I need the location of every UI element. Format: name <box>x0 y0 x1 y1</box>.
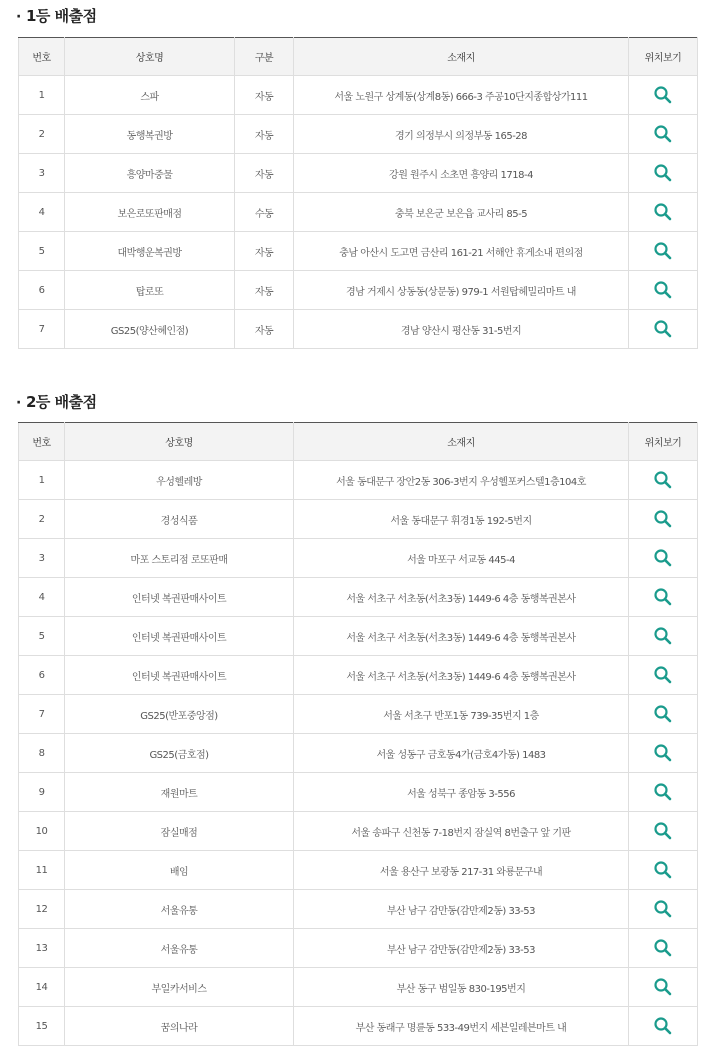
second-prize-table <box>18 422 698 1046</box>
store-name: 우성헬레방 <box>65 461 294 500</box>
view-location-cell <box>629 734 698 773</box>
search-magnifier-icon[interactable] <box>653 319 673 339</box>
store-name: 부일카서비스 <box>65 968 294 1007</box>
view-location-cell <box>629 154 698 193</box>
table-row <box>19 695 698 734</box>
search-magnifier-icon[interactable] <box>653 665 673 685</box>
store-address: 경남 거제시 상동동(상문동) 979-1 서원탑헤밀리마트 내 <box>294 271 629 310</box>
store-address: 서울 성북구 종암동 3-556 <box>294 773 629 812</box>
column-header-address: 소재지 <box>294 423 629 461</box>
search-magnifier-icon[interactable] <box>653 899 673 919</box>
row-number: 5 <box>19 232 65 271</box>
table-row <box>19 271 698 310</box>
column-header-type: 구분 <box>235 38 294 76</box>
column-header-view-location: 위치보기 <box>629 38 698 76</box>
search-magnifier-icon[interactable] <box>653 704 673 724</box>
store-address: 서울 노원구 상계동(상계8동) 666-3 주공10단지종합상가111 <box>294 76 629 115</box>
purchase-type: 자동 <box>235 76 294 115</box>
store-name: 마포 스토리점 로또판매 <box>65 539 294 578</box>
column-header-address: 소재지 <box>294 38 629 76</box>
table-row <box>19 773 698 812</box>
view-location-cell <box>629 271 698 310</box>
store-address: 부산 동구 범일동 830-195번지 <box>294 968 629 1007</box>
store-name: 동행복권방 <box>65 115 235 154</box>
search-magnifier-icon[interactable] <box>653 124 673 144</box>
second-prize-title: 2등 배출점 <box>26 393 97 411</box>
table-row <box>19 461 698 500</box>
view-location-cell <box>629 1007 698 1046</box>
view-location-cell <box>629 890 698 929</box>
row-number: 7 <box>19 310 65 349</box>
view-location-cell <box>629 851 698 890</box>
store-name: 경성식품 <box>65 500 294 539</box>
purchase-type: 자동 <box>235 232 294 271</box>
view-location-cell <box>629 310 698 349</box>
column-header-number: 번호 <box>19 423 65 461</box>
table-row <box>19 617 698 656</box>
search-magnifier-icon[interactable] <box>653 509 673 529</box>
store-address: 서울 용산구 보광동 217-31 와룡문구내 <box>294 851 629 890</box>
table-row <box>19 193 698 232</box>
store-name: 스파 <box>65 76 235 115</box>
table-row <box>19 851 698 890</box>
purchase-type: 자동 <box>235 115 294 154</box>
search-magnifier-icon[interactable] <box>653 821 673 841</box>
table-row <box>19 734 698 773</box>
store-address: 경기 의정부시 의정부동 165-28 <box>294 115 629 154</box>
search-magnifier-icon[interactable] <box>653 202 673 222</box>
store-address: 서울 송파구 신천동 7-18번지 잠실역 8번출구 앞 기판 <box>294 812 629 851</box>
table-row <box>19 812 698 851</box>
view-location-cell <box>629 773 698 812</box>
store-address: 서울 서초구 서초동(서초3동) 1449-6 4층 동행복권본사 <box>294 578 629 617</box>
table-row <box>19 968 698 1007</box>
table-row <box>19 578 698 617</box>
row-number: 1 <box>19 461 65 500</box>
store-name: 보은로또판매점 <box>65 193 235 232</box>
row-number: 6 <box>19 656 65 695</box>
purchase-type: 수동 <box>235 193 294 232</box>
view-location-cell <box>629 812 698 851</box>
store-address: 서울 동대문구 휘경1동 192-5번지 <box>294 500 629 539</box>
store-name: 배임 <box>65 851 294 890</box>
search-magnifier-icon[interactable] <box>653 163 673 183</box>
store-name: 인터넷 복권판매사이트 <box>65 617 294 656</box>
row-number: 4 <box>19 578 65 617</box>
store-address: 서울 마포구 서교동 445-4 <box>294 539 629 578</box>
column-header-store-name: 상호명 <box>65 423 294 461</box>
view-location-cell <box>629 617 698 656</box>
second-prize-header-row <box>19 423 698 461</box>
table-row <box>19 232 698 271</box>
first-prize-section-title <box>16 1 97 31</box>
table-row <box>19 1007 698 1046</box>
view-location-cell <box>629 500 698 539</box>
table-row <box>19 656 698 695</box>
row-number: 1 <box>19 76 65 115</box>
store-address: 경남 양산시 평산동 31-5번지 <box>294 310 629 349</box>
search-magnifier-icon[interactable] <box>653 280 673 300</box>
first-prize-table <box>18 37 698 349</box>
store-address: 부산 동래구 명륜동 533-49번지 세븐일레븐마트 내 <box>294 1007 629 1046</box>
view-location-cell <box>629 76 698 115</box>
row-number: 3 <box>19 154 65 193</box>
search-magnifier-icon[interactable] <box>653 470 673 490</box>
row-number: 15 <box>19 1007 65 1046</box>
row-number: 5 <box>19 617 65 656</box>
view-location-cell <box>629 968 698 1007</box>
purchase-type: 자동 <box>235 271 294 310</box>
row-number: 13 <box>19 929 65 968</box>
row-number: 8 <box>19 734 65 773</box>
store-name: 서울유통 <box>65 890 294 929</box>
store-address: 서울 서초구 서초동(서초3동) 1449-6 4층 동행복권본사 <box>294 617 629 656</box>
row-number: 14 <box>19 968 65 1007</box>
store-address: 서울 서초구 서초동(서초3동) 1449-6 4층 동행복권본사 <box>294 656 629 695</box>
store-address: 서울 성동구 금호동4가(금호4가동) 1483 <box>294 734 629 773</box>
row-number: 4 <box>19 193 65 232</box>
view-location-cell <box>629 929 698 968</box>
table-row <box>19 154 698 193</box>
store-name: 인터넷 복권판매사이트 <box>65 656 294 695</box>
view-location-cell <box>629 232 698 271</box>
search-magnifier-icon[interactable] <box>653 626 673 646</box>
view-location-cell <box>629 115 698 154</box>
store-name: GS25(금호점) <box>65 734 294 773</box>
table-row <box>19 890 698 929</box>
column-header-number: 번호 <box>19 38 65 76</box>
row-number: 2 <box>19 115 65 154</box>
store-name: 꿈의나라 <box>65 1007 294 1046</box>
column-header-view-location: 위치보기 <box>629 423 698 461</box>
table-row <box>19 500 698 539</box>
table-row <box>19 76 698 115</box>
store-name: 흥양마중물 <box>65 154 235 193</box>
purchase-type: 자동 <box>235 154 294 193</box>
table-row <box>19 310 698 349</box>
store-address: 강원 원주시 소초면 흥양리 1718-4 <box>294 154 629 193</box>
search-magnifier-icon[interactable] <box>653 782 673 802</box>
search-magnifier-icon[interactable] <box>653 743 673 763</box>
row-number: 7 <box>19 695 65 734</box>
view-location-cell <box>629 656 698 695</box>
row-number: 9 <box>19 773 65 812</box>
bullet-dot: · <box>16 395 21 411</box>
store-address: 부산 남구 감만동(감만제2동) 33-53 <box>294 929 629 968</box>
search-magnifier-icon[interactable] <box>653 548 673 568</box>
row-number: 2 <box>19 500 65 539</box>
search-magnifier-icon[interactable] <box>653 977 673 997</box>
search-magnifier-icon[interactable] <box>653 587 673 607</box>
store-address: 충북 보은군 보은읍 교사리 85-5 <box>294 193 629 232</box>
view-location-cell <box>629 578 698 617</box>
row-number: 12 <box>19 890 65 929</box>
store-name: GS25(반포중앙점) <box>65 695 294 734</box>
store-name: 탑로또 <box>65 271 235 310</box>
table-row <box>19 115 698 154</box>
row-number: 10 <box>19 812 65 851</box>
search-magnifier-icon[interactable] <box>653 1016 673 1036</box>
view-location-cell <box>629 193 698 232</box>
store-address: 부산 남구 감만동(감만제2동) 33-53 <box>294 890 629 929</box>
store-address: 서울 서초구 반포1동 739-35번지 1층 <box>294 695 629 734</box>
second-prize-section-title <box>16 387 97 417</box>
store-name: 서울유통 <box>65 929 294 968</box>
store-address: 서울 동대문구 장안2동 306-3번지 우성헬포커스텔1층104호 <box>294 461 629 500</box>
column-header-store-name: 상호명 <box>65 38 235 76</box>
search-magnifier-icon[interactable] <box>653 860 673 880</box>
row-number: 3 <box>19 539 65 578</box>
store-name: 인터넷 복권판매사이트 <box>65 578 294 617</box>
first-prize-header-row <box>19 38 698 76</box>
search-magnifier-icon[interactable] <box>653 938 673 958</box>
store-name: 잠실매점 <box>65 812 294 851</box>
search-magnifier-icon[interactable] <box>653 241 673 261</box>
view-location-cell <box>629 539 698 578</box>
store-address: 충남 아산시 도고면 금산리 161-21 서해안 휴게소내 편의점 <box>294 232 629 271</box>
view-location-cell <box>629 461 698 500</box>
search-magnifier-icon[interactable] <box>653 85 673 105</box>
store-name: 재원마트 <box>65 773 294 812</box>
table-row <box>19 539 698 578</box>
view-location-cell <box>629 695 698 734</box>
first-prize-title: 1등 배출점 <box>26 7 97 25</box>
bullet-dot: · <box>16 9 21 25</box>
store-name: 대박행운복권방 <box>65 232 235 271</box>
row-number: 11 <box>19 851 65 890</box>
store-name: GS25(양산혜인점) <box>65 310 235 349</box>
purchase-type: 자동 <box>235 310 294 349</box>
row-number: 6 <box>19 271 65 310</box>
table-row <box>19 929 698 968</box>
